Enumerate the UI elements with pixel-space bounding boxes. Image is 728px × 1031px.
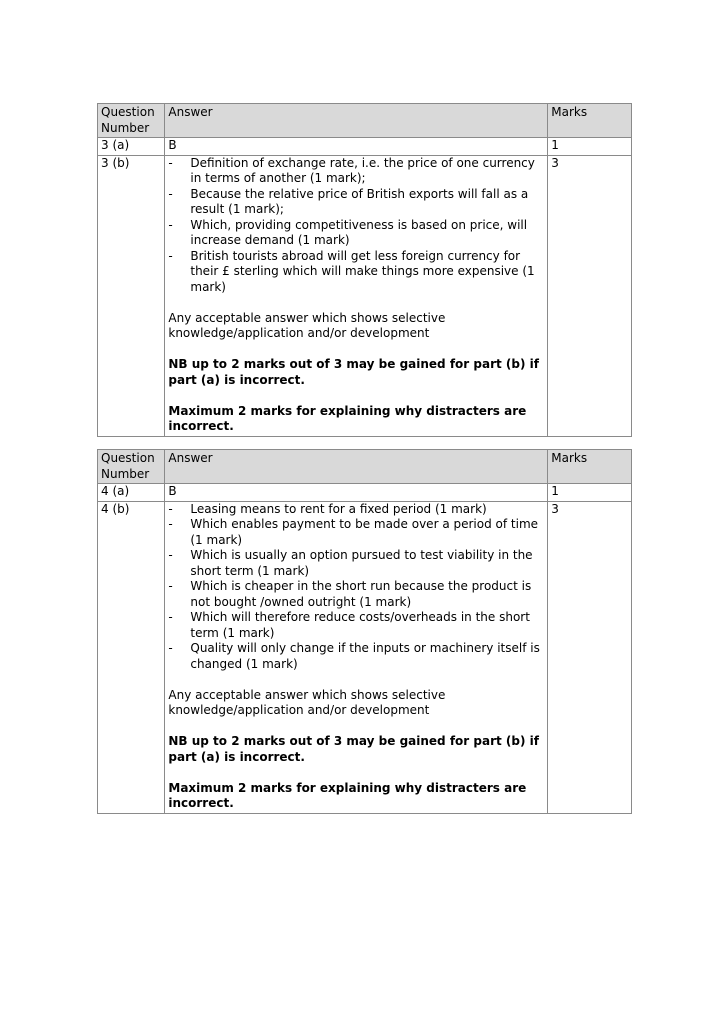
point-text: Quality will only change if the inputs or machinery itself is changed (1 mark) xyxy=(190,641,540,671)
acceptable-answer-note: Any acceptable answer which shows selective knowledge/application and/or development xyxy=(168,687,446,717)
table-row xyxy=(98,501,632,813)
header-marks: Marks xyxy=(548,104,632,138)
bullet-dash: - xyxy=(168,548,173,562)
point-text: Leasing means to rent for a fixed period (1 mark) xyxy=(190,501,487,516)
table-header-row xyxy=(98,104,632,138)
bullet-dash: - xyxy=(168,579,173,593)
question-number: 3 (a) xyxy=(98,138,165,156)
answer-cell: B xyxy=(165,138,548,156)
question-number: 4 (b) xyxy=(98,501,165,813)
mark-scheme-table-q3 xyxy=(97,103,632,437)
bullet-dash: - xyxy=(168,155,173,170)
list-item xyxy=(168,548,544,579)
header-question-number: Question Number xyxy=(98,104,165,138)
point-text: Which is cheaper in the short run because the product is not bought /owned outright (1 mark) xyxy=(190,579,532,609)
header-question-number: Question Number xyxy=(98,450,165,484)
answer-cell xyxy=(165,155,548,436)
list-item xyxy=(168,249,544,296)
point-text: British tourists abroad will get less foreign currency for their £ sterling which will make things more expensive (1 mark) xyxy=(190,248,535,294)
point-text: Definition of exchange rate, i.e. the price of one currency in terms of another (1 mark); xyxy=(190,155,535,185)
answer-cell: B xyxy=(165,484,548,502)
maximum-marks-note: Maximum 2 marks for explaining why distracters are incorrect. xyxy=(168,403,527,433)
maximum-marks-note: Maximum 2 marks for explaining why distracters are incorrect. xyxy=(168,780,527,810)
bullet-dash: - xyxy=(168,610,173,624)
table-row xyxy=(98,138,632,156)
marks-cell: 1 xyxy=(548,138,632,156)
table-header-row xyxy=(98,450,632,484)
nb-note: NB up to 2 marks out of 3 may be gained for part (b) if part (a) is incorrect. xyxy=(168,357,539,387)
bullet-dash: - xyxy=(168,641,173,655)
point-text: Which, providing competitiveness is based on price, will increase demand (1 mark) xyxy=(190,217,528,247)
nb-note: NB up to 2 marks out of 3 may be gained for part (b) if part (a) is incorrect. xyxy=(168,734,539,764)
point-text: Which will therefore reduce costs/overheads in the short term (1 mark) xyxy=(190,610,530,640)
header-answer: Answer xyxy=(165,104,548,138)
bullet-dash: - xyxy=(168,501,173,516)
bullet-dash: - xyxy=(168,248,173,263)
marks-cell: 1 xyxy=(548,484,632,502)
list-item xyxy=(168,641,544,672)
list-item xyxy=(168,218,544,249)
table-row xyxy=(98,484,632,502)
list-item xyxy=(168,187,544,218)
marks-cell: 3 xyxy=(548,155,632,436)
list-item xyxy=(168,579,544,610)
question-number: 3 (b) xyxy=(98,155,165,436)
bullet-dash: - xyxy=(168,186,173,201)
list-item xyxy=(168,517,544,548)
table-row xyxy=(98,155,632,436)
header-answer: Answer xyxy=(165,450,548,484)
marks-cell: 3 xyxy=(548,501,632,813)
header-marks: Marks xyxy=(548,450,632,484)
answer-points-list xyxy=(168,156,544,296)
point-text: Which is usually an option pursued to test viability in the short term (1 mark) xyxy=(190,548,533,578)
question-number: 4 (a) xyxy=(98,484,165,502)
list-item xyxy=(168,502,544,518)
bullet-dash: - xyxy=(168,217,173,232)
acceptable-answer-note: Any acceptable answer which shows selective knowledge/application and/or development xyxy=(168,310,446,340)
point-text: Which enables payment to be made over a period of time (1 mark) xyxy=(190,517,539,547)
bullet-dash: - xyxy=(168,517,173,531)
point-text: Because the relative price of British exports will fall as a result (1 mark); xyxy=(190,186,529,216)
answer-cell xyxy=(165,501,548,813)
list-item xyxy=(168,610,544,641)
list-item xyxy=(168,156,544,187)
answer-points-list xyxy=(168,502,544,673)
mark-scheme-table-q4 xyxy=(97,449,632,814)
